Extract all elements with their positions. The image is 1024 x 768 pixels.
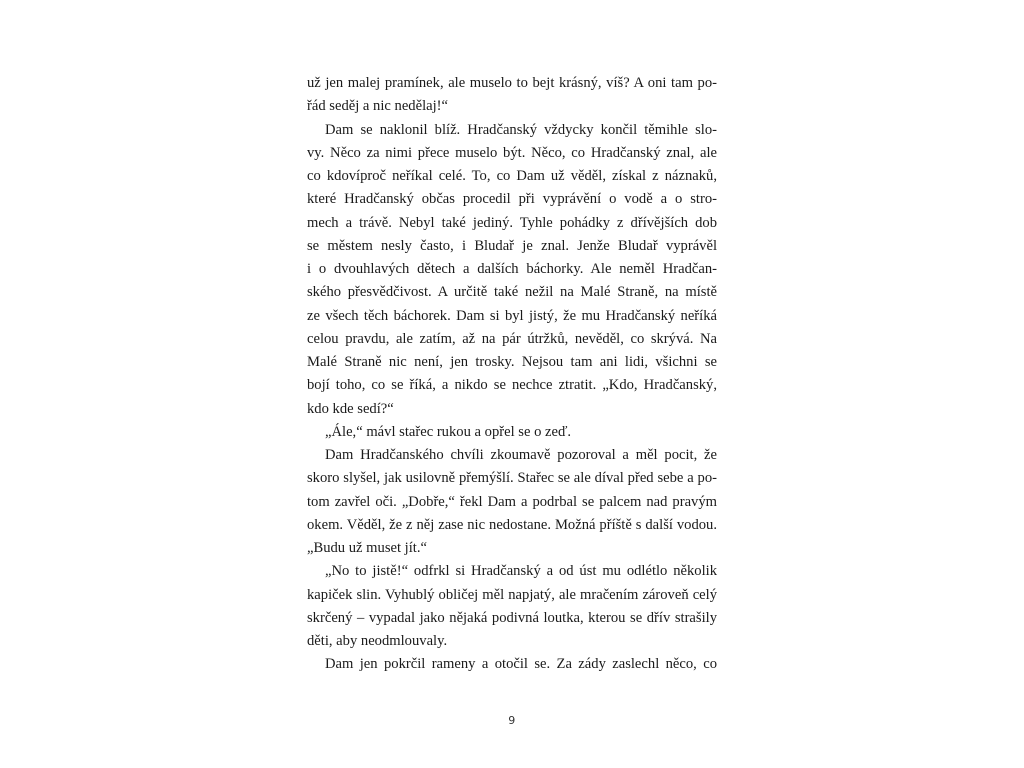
text-line: děti, aby neodmlouvaly.: [307, 633, 448, 649]
text-line: i o dvouhlavých dětech a dalších báchorky. Ale neměl Hradčan-: [307, 261, 717, 277]
text-line: kapiček slin. Vyhublý obličej měl napjatý, ale mračením zároveň celý: [307, 586, 717, 603]
text-line: Dam se naklonil blíž. Hradčanský vždycky končil těmihle slo-: [325, 121, 717, 138]
text-line: už jen malej pramínek, ale muselo to bejt krásný, víš? A oni tam po-: [307, 75, 717, 91]
text-line: Dam Hradčanského chvíli zkoumavě pozoroval a měl pocit, že: [325, 447, 717, 463]
text-line: co kdovíproč neříkal celé. To, co Dam už věděl, získal z náznaků,: [307, 168, 717, 184]
text-line: „Budu už muset jít.“: [307, 540, 427, 556]
text-line: skoro slyšel, jak usilovně přemýšlí. Stařec se ale díval před sebe a po-: [307, 470, 717, 487]
text-line: tom zavřel oči. „Dobře,“ řekl Dam a podrbal se palcem nad pravým: [307, 493, 717, 510]
text-line: kdo kde sedí?“: [307, 400, 394, 417]
page-number: 9: [508, 714, 516, 727]
text-line: celou pravdu, ale zatím, až na pár útržků, nevěděl, co skrývá. Na: [307, 330, 717, 347]
body-text: [307, 72, 717, 677]
text-line: řád seděj a nic nedělaj!“: [307, 98, 448, 115]
text-line: „Ále,“ mávl stařec rukou a opřel se o zeď.: [325, 423, 572, 440]
text-line: ze všech těch báchorek. Dam si byl jistý, že mu Hradčanský neříká: [307, 307, 717, 324]
text-line: se městem nesly často, i Bludař je znal. Jenže Bludař vyprávěl: [307, 237, 717, 254]
text-line: vy. Něco za nimi přece muselo být. Něco, co Hradčanský znal, ale: [307, 144, 717, 161]
text-line: skrčený – vypadal jako nějaká podivná loutka, kterou se dřív strašily: [307, 609, 717, 626]
text-line: ského přesvědčivost. A určitě také nežil na Malé Straně, na místě: [307, 284, 717, 301]
text-line: mech a trávě. Nebyl také jediný. Tyhle pohádky z dřívějších dob: [307, 214, 717, 231]
text-line: Dam jen pokrčil rameny a otočil se. Za zády zaslechl něco, co: [325, 656, 717, 673]
text-line: okem. Věděl, že z něj zase nic nedostane. Možná příště s další vodou.: [307, 516, 717, 533]
text-line: bojí toho, co se říká, a nikdo se nechce ztratit. „Kdo, Hradčanský,: [307, 377, 717, 394]
text-line: „No to jistě!“ odfrkl si Hradčanský a od úst mu odlétlo několik: [325, 563, 717, 580]
text-line: Malé Straně nic není, jen trosky. Nejsou tam ani lidi, všichni se: [307, 354, 717, 370]
text-line: které Hradčanský občas procedil při vyprávění o vodě a o stro-: [307, 191, 717, 208]
